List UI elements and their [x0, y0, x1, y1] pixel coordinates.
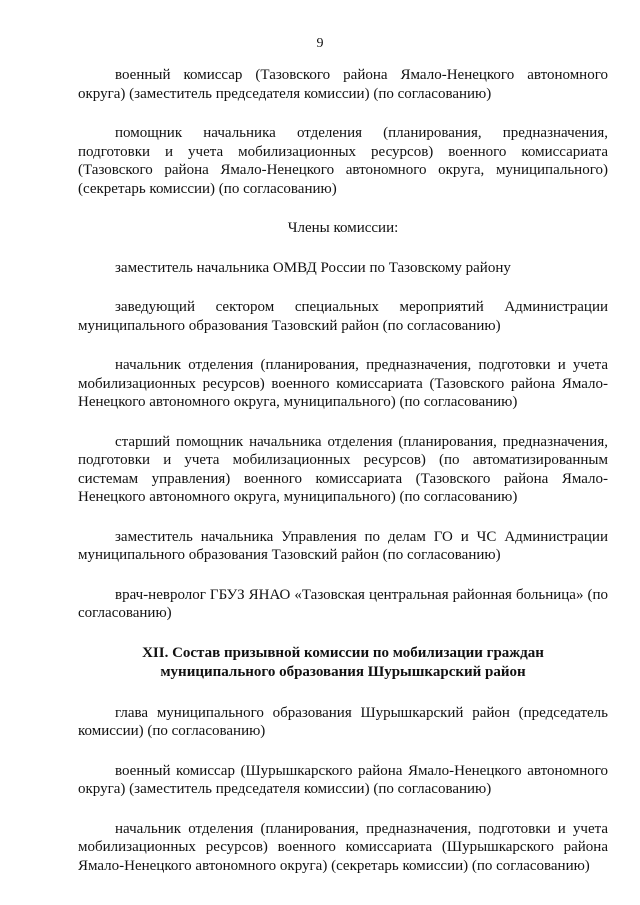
member-go-chs-deputy: заместитель начальника Управления по делам ГО и ЧС Администрации муниципального образования Тазовский район (по согласованию)	[78, 528, 608, 563]
paragraph-department-head-secretary-shuryshkarsky: начальник отделения (планирования, предназначения, подготовки и учета мобилизационных ресурсов) военного комиссариата (Шурышкарского района Ямало-Ненецкого автономного округа) (секретарь комиссии) (по согласованию)	[78, 820, 608, 874]
member-neurologist: врач-невролог ГБУЗ ЯНАО «Тазовская центральная районная больница» (по согласованию)	[78, 586, 608, 621]
members-title: Члены комиссии:	[287, 220, 399, 236]
member-senior-assistant: старший помощник начальника отделения (планирования, предназначения, подготовки и учета мобилизационных ресурсов) (по автоматизированным системам управления) военного комиссариата (Тазовского района Ямало-Ненецкого автономного округа, муниципального) (по согласованию)	[78, 433, 608, 505]
section-heading	[78, 644, 608, 682]
member-department-head: начальник отделения (планирования, предназначения, подготовки и учета мобилизационных ресурсов) военного комиссариата (Тазовского района Ямало-Ненецкого автономного округа, муниципального) (по согласованию)	[78, 357, 608, 410]
document-body	[78, 66, 608, 896]
paragraph-assistant-secretary-tazovsky: помощник начальника отделения (планирования, предназначения, подготовки и учета мобилизационных ресурсов) военного комиссариата (Тазовского района Ямало-Ненецкого автономного округа, муниципального) (секретарь комиссии) (по согласованию)	[78, 125, 608, 197]
paragraph-head-shuryshkarsky: глава муниципального образования Шурышкарский район (председатель комиссии) (по согласованию)	[78, 704, 608, 739]
member-special-sector-head: заведующий сектором специальных мероприятий Администрации муниципального образования Тазовский район (по согласованию)	[78, 299, 608, 334]
section-heading-line-2: муниципального образования Шурышкарский район	[160, 663, 526, 680]
section-heading-line-1: XII. Состав призывной комиссии по мобилизации граждан	[142, 644, 544, 661]
paragraph-military-commissar-tazovsky: военный комиссар (Тазовского района Ямало-Ненецкого автономного округа) (заместитель председателя комиссии) (по согласованию)	[78, 67, 608, 102]
member-omvd-deputy: заместитель начальника ОМВД России по Тазовскому району	[115, 259, 511, 276]
paragraph-military-commissar-shuryshkarsky: военный комиссар (Шурышкарского района Ямало-Ненецкого автономного округа) (заместитель председателя комиссии) (по согласованию)	[78, 762, 608, 797]
page-number: 9	[316, 36, 324, 51]
